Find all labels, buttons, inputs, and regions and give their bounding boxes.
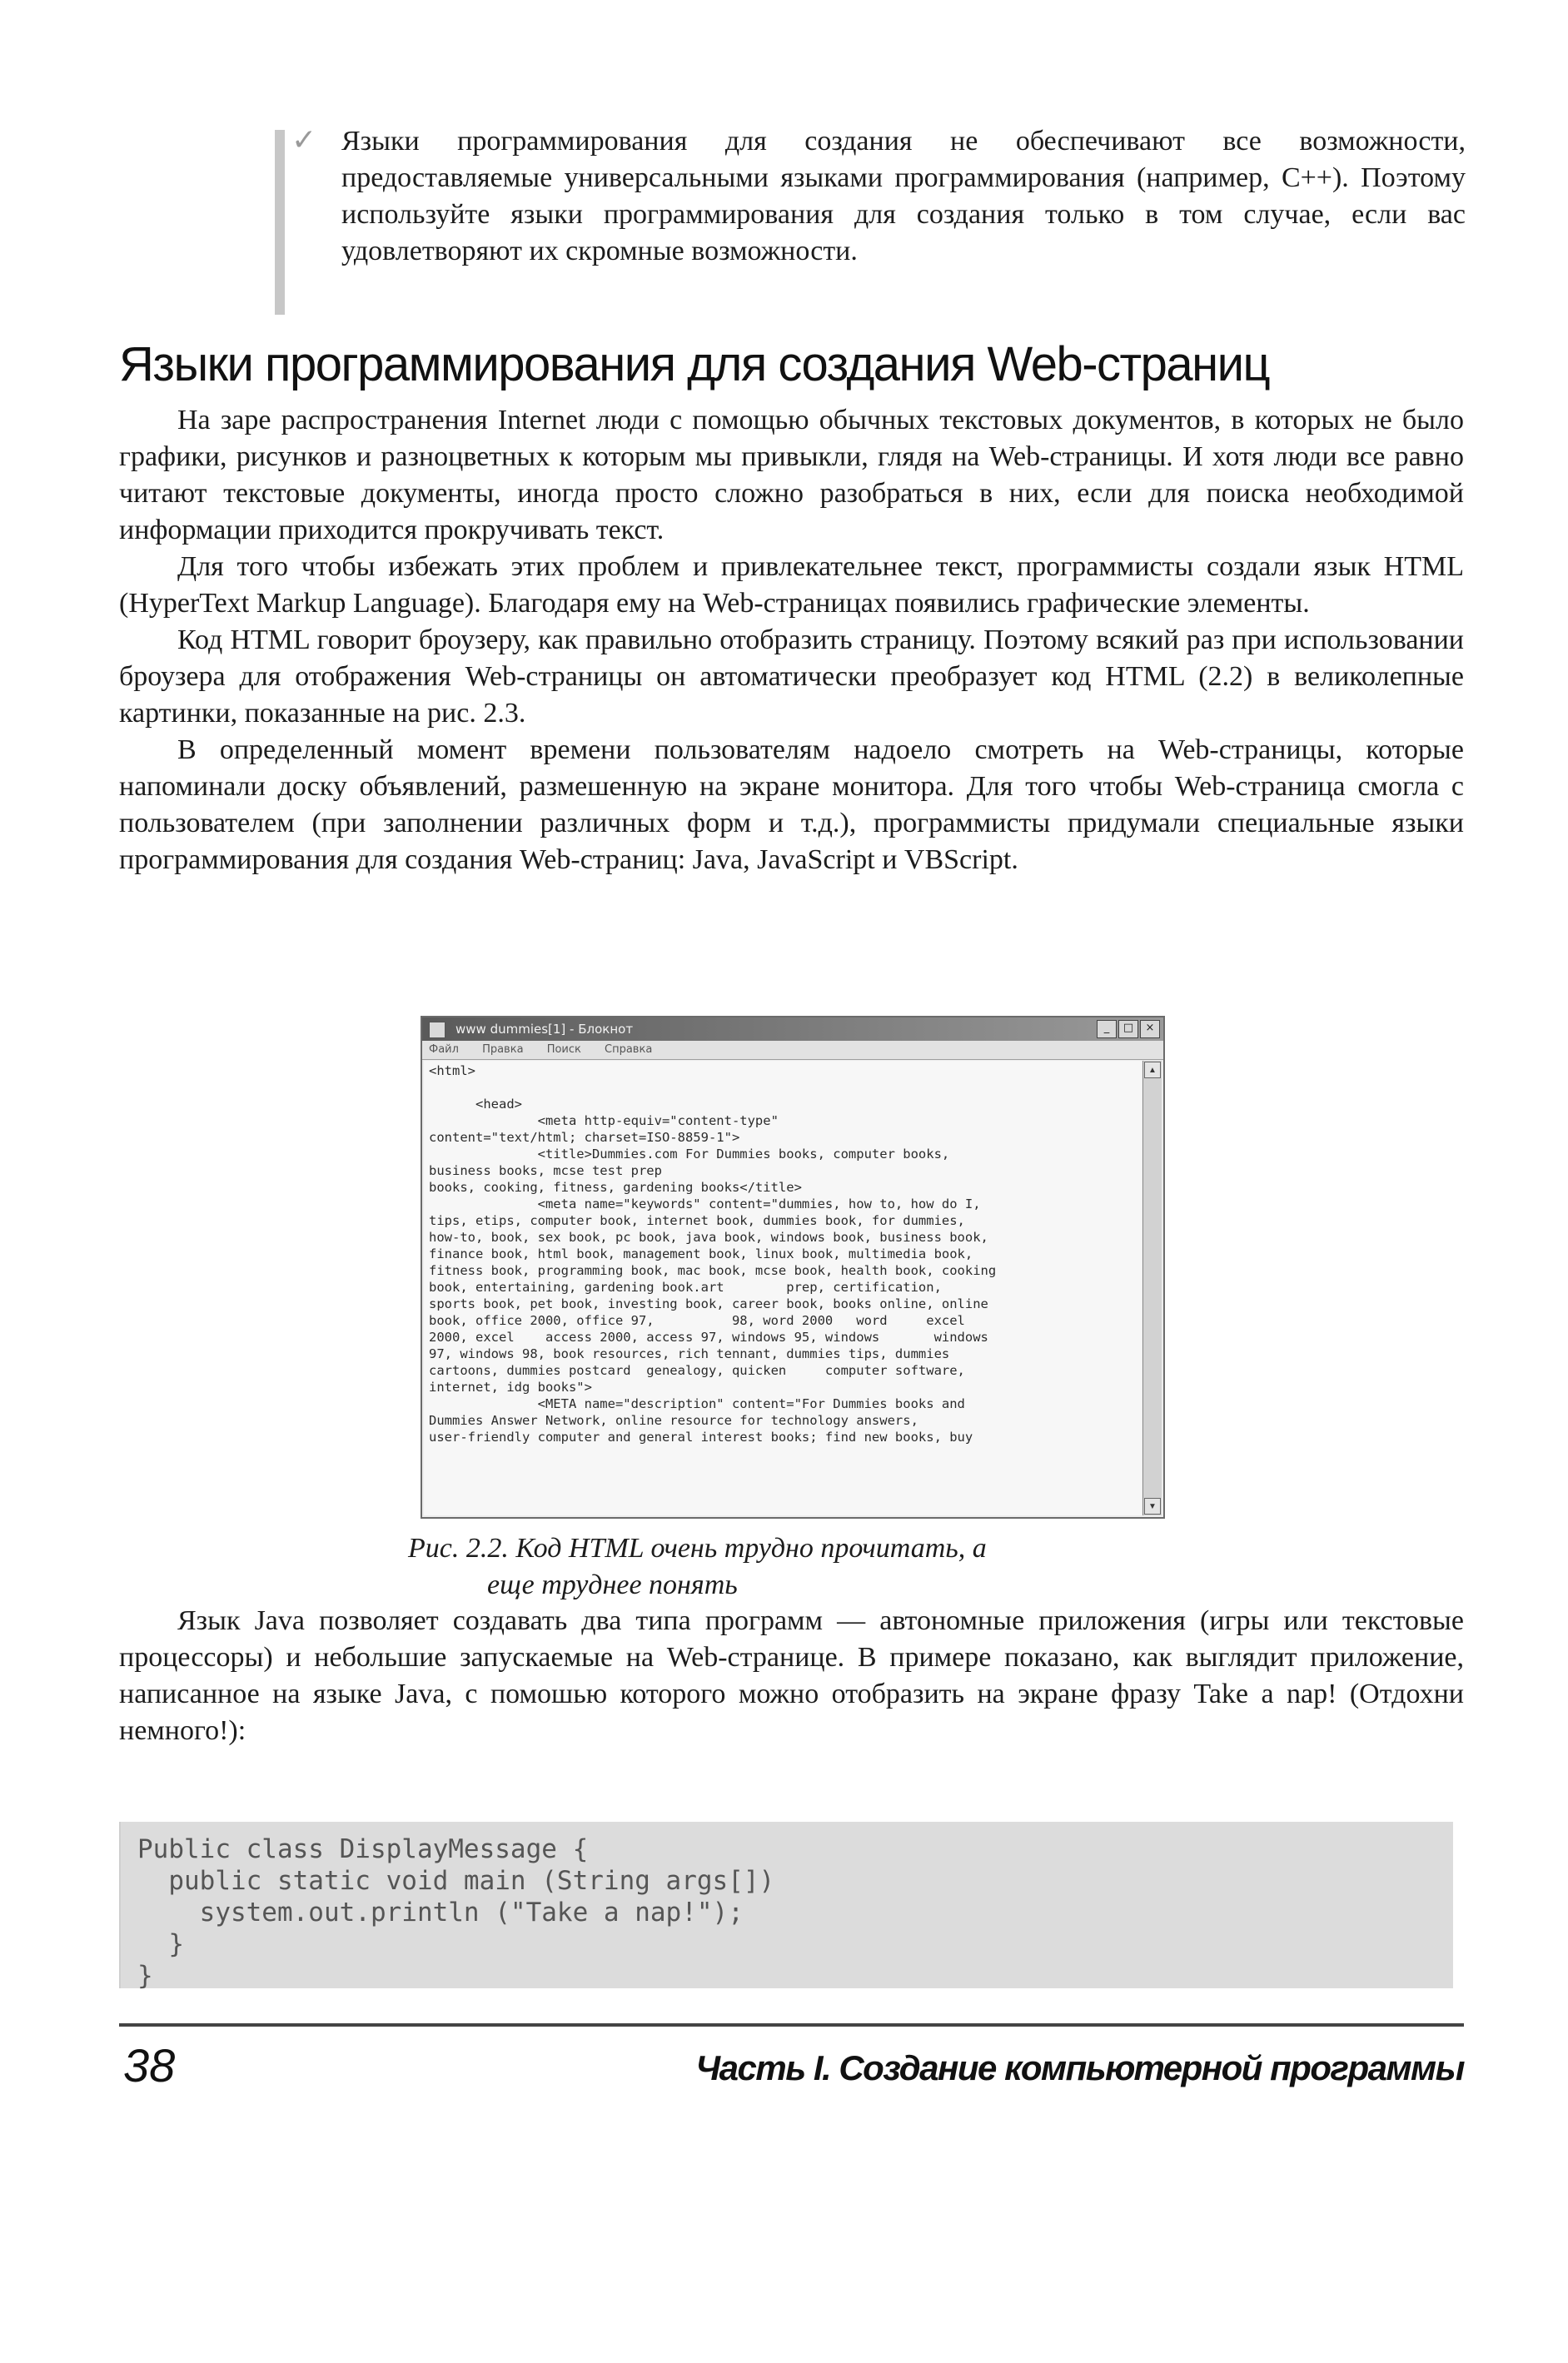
menu-item-help[interactable]: Справка xyxy=(605,1043,653,1056)
paragraph: Язык Java позволяет создавать два типа программ — автономные приложения (игры или текстовые процессоры) и небольшие запускаемые на Web-странице. В примере показано, как выглядит приложение, написанное на языке Java, с помошью которого можно отобразить на экране фразу Take a nap! (Отдохни немного!): xyxy=(119,1605,1464,1746)
footer-rule xyxy=(119,2023,1464,2027)
maximize-button[interactable]: □ xyxy=(1118,1020,1138,1038)
caption-line-1: Рис. 2.2. Код HTML очень трудно прочитать, а xyxy=(408,1533,987,1564)
window-titlebar xyxy=(422,1017,1163,1041)
running-footer-title: Часть I. Создание компьютерной программы xyxy=(695,2048,1464,2087)
close-button[interactable]: × xyxy=(1140,1020,1160,1038)
caption-line-2: еще труднее понять xyxy=(487,1570,738,1600)
window-menubar xyxy=(422,1041,1163,1060)
scroll-up-icon[interactable]: ▲ xyxy=(1144,1062,1161,1078)
vertical-scrollbar[interactable] xyxy=(1142,1061,1162,1515)
window-title: www dummies[1] - Блокнот xyxy=(455,1022,634,1037)
java-code-block xyxy=(119,1822,1453,1991)
notepad-icon xyxy=(429,1022,446,1038)
menu-item-edit[interactable]: Правка xyxy=(482,1043,524,1056)
page-number: 38 xyxy=(123,2039,176,2092)
paragraph: Для того чтобы избежать этих проблем и привлекательнее текст, программисты создали язык HTML (HyperText Markup Language). Благодаря ему на Web-страницах появились графические элементы. xyxy=(119,551,1464,619)
paragraph: Код HTML говорит броузеру, как правильно отобразить страницу. Поэтому всякий раз при использовании броузера для отображения Web-страницы он автоматически преобразует код HTML (2.2) в великолепные картинки, показанные на рис. 2.3. xyxy=(119,624,1464,729)
paragraph: На заре распространения Internet люди с помощью обычных текстовых документов, в которых не было графики, рисунков и разноцветных к которым мы привыкли, глядя на Web-страницы. И хотя люди все равно читают текстовые документы, иногда просто сложно разобраться в них, если для поиска необходимой информации приходится прокручивать текст. xyxy=(119,405,1464,545)
note-margin-bar xyxy=(275,130,285,315)
scroll-down-icon[interactable]: ▼ xyxy=(1144,1498,1161,1515)
section-title: Языки программирования для создания Web-страниц xyxy=(119,337,1270,391)
html-source-code: <html> <head> <meta http-equiv="content-type" content="text/html; charset=ISO-8859-1"> <title>Dummies.com For Dummies books, computer books, business books, mcse test prep books, cooking, fitness, gardening books</title> <meta name="keywords" content="dummies, how to, how do I, tips, etips, computer book, internet book, dummies book, for dummies, how-to, book, sex book, pc book, java book, windows book, business book, finance book, html book, management book, linux book, multimedia book, fitness book, programming book, mac book, mcse book, health book, cooking book, entertaining, gardening book.art prep, certification, sports book, pet book, investing book, career book, books online, online book, office 2000, office 97, 98, word 2000 word excel 2000, excel access 2000, access 97, windows 95, windows windows 97, windows 98, book resources, rich tennant, dummies tips, dummies cartoons, dummies postcard genealogy, quicken computer software, internet, idg books"> <META name="description" content="For Dummies books and Dummies Answer Network, online resource for technology answers, user-friendly computer and general interest books; find new books, buy xyxy=(429,1063,997,1445)
window-controls xyxy=(1097,1020,1160,1038)
body-text-before-figure xyxy=(119,402,1464,878)
notepad-text-area[interactable] xyxy=(424,1061,1142,1515)
minimize-button[interactable]: _ xyxy=(1097,1020,1117,1038)
menu-item-search[interactable]: Поиск xyxy=(546,1043,581,1056)
notepad-screenshot-figure xyxy=(421,1016,1165,1519)
body-text-after-figure xyxy=(119,1603,1464,1749)
java-source-code: Public class DisplayMessage { public static void main (String args[]) system.out.println ("Take a nap!"); } } xyxy=(137,1834,775,1991)
figure-caption xyxy=(408,1530,1174,1604)
note-text: Языки программирования для создания не обеспечивают все возможности, предоставляемые универсальными языками программирования (например, C++). Поэтому используйте языки программирования для создания только в том случае, если вас удовлетворяют их скромные возможности. xyxy=(341,126,1466,266)
paragraph: В определенный момент времени пользователям надоело смотреть на Web-страницы, которые напоминали доску объявлений, размешенную на экране монитора. Для того чтобы Web-страница смогла с пользователем (при заполнении различных форм и т.д.), программисты придумали специальные языки программирования для создания Web-страниц: Java, JavaScript и VBScript. xyxy=(119,734,1464,875)
checkmark-icon: ✓ xyxy=(291,123,317,157)
menu-item-file[interactable]: Файл xyxy=(429,1043,459,1056)
